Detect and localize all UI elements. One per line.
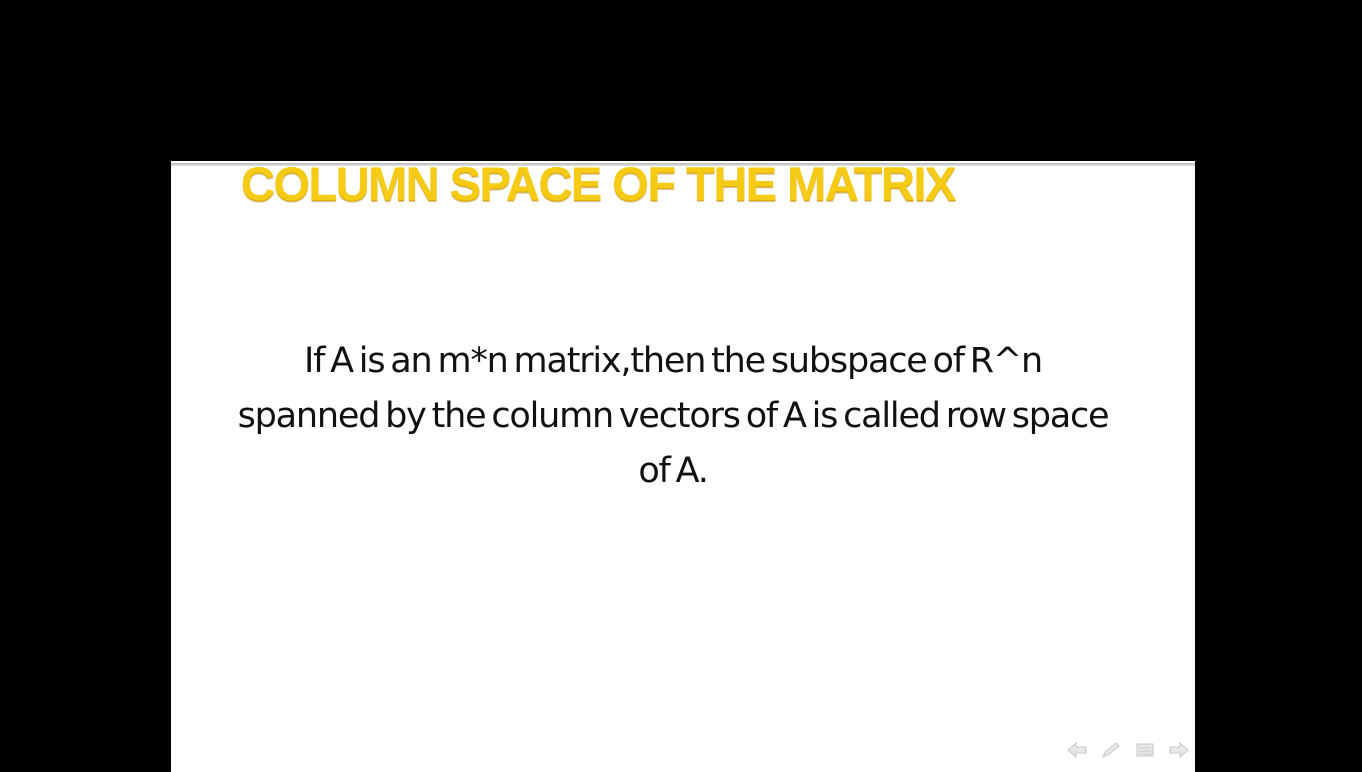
slideshow-nav-controls	[1067, 742, 1189, 758]
menu-icon[interactable]	[1135, 742, 1155, 758]
slide-body-text: If A is an m*n matrix,then the subspace of R^n spanned by the column vectors of A is called row space of A.	[237, 341, 1109, 491]
pen-icon[interactable]	[1101, 742, 1121, 758]
slide[interactable]	[171, 161, 1195, 772]
slide-title: COLUMN SPACE OF THE MATRIX	[241, 161, 955, 210]
previous-slide-icon[interactable]	[1067, 742, 1087, 758]
next-slide-icon[interactable]	[1169, 742, 1189, 758]
